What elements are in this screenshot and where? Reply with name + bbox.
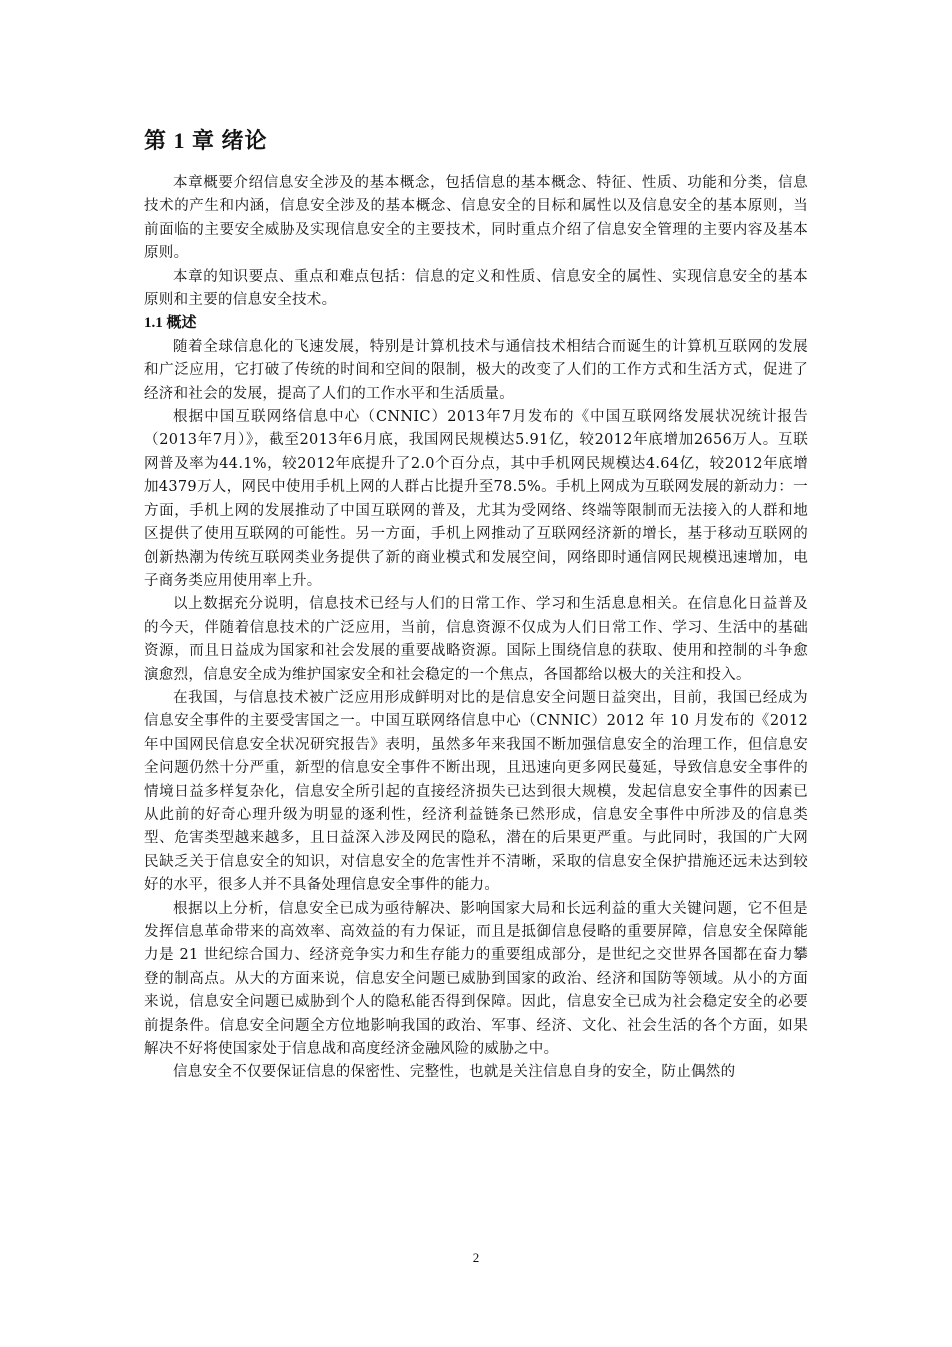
section-title: 1.1 概述 xyxy=(144,315,197,332)
body-paragraph: 根据以上分析，信息安全已成为亟待解决、影响国家大局和长远利益的重大关键问题，它不但是发挥信息革命带来的高效率、高效益的有力保证，而且是抵御信息侵略的重要屏障，信息安全保障能力是 21 世纪综合国力、经济竞争实力和生存能力的重要组成部分，是世纪之交世界各国都在奋力攀登的制高点。从大的方面来说，信息安全问题已威胁到国家的政治、经济和国防等领域。从小的方面来说，信息安全问题已威胁到个人的隐私能否得到保障。因此，信息安全已成为社会稳定安全的必要前提条件。信息安全问题全方位地影响我国的政治、军事、经济、文化、社会生活的各个方面，如果解决不好将使国家处于信息战和高度经济金融风险的威胁之中。 xyxy=(144,900,808,1058)
page-number: 2 xyxy=(472,1250,480,1265)
body-paragraph: 信息安全不仅要保证信息的保密性、完整性，也就是关注信息自身的安全，防止偶然的 xyxy=(173,1064,736,1081)
body-paragraph: 随着全球信息化的飞速发展，特别是计算机技术与通信技术相结合而诞生的计算机互联网的发展和广泛应用，它打破了传统的时间和空间的限制，极大的改变了人们的工作方式和生活方式，促进了经济和社会的发展，提高了人们的工作水平和生活质量。 xyxy=(144,338,808,402)
intro-paragraph: 本章的知识要点、重点和难点包括：信息的定义和性质、信息安全的属性、实现信息安全的基本原则和主要的信息安全技术。 xyxy=(144,268,808,309)
chapter-title: 第 1 章 绪论 xyxy=(144,128,268,153)
body-paragraph: 根据中国互联网络信息中心（CNNIC）2013年7月发布的《中国互联网络发展状况统计报告（2013年7月）》，截至2013年6月底，我国网民规模达5.91亿，较2012年底增加2656万人。互联网普及率为44.1%，较2012年底提升了2.0个百分点，其中手机网民规模达4.64亿，较2012年底增加4379万人，网民中使用手机上网的人群占比提升至78.5%。手机上网成为互联网发展的新动力：一方面，手机上网的发展推动了中国互联网的普及，尤其为受网络、终端等限制而无法接入的人群和地区提供了使用互联网的可能性。另一方面，手机上网推动了互联网经济新的增长，基于移动互联网的创新热潮为传统互联网类业务提供了新的商业模式和发展空间，网络即时通信网民规模迅速增加，电子商务类应用使用率上升。 xyxy=(144,409,808,589)
body-paragraph: 在我国，与信息技术被广泛应用形成鲜明对比的是信息安全问题日益突出，目前，我国已经成为信息安全事件的主要受害国之一。中国互联网络信息中心（CNNIC）2012 年 10 月发布的《2012 年中国网民信息安全状况研究报告》表明，虽然多年来我国不断加强信息安全的治理工作，但信息安全问题仍然十分严重，新型的信息安全事件不断出现，且迅速向更多网民蔓延，导致信息安全事件的情境日益多样复杂化，信息安全所引起的直接经济损失已达到很大规模，发起信息安全事件的因素已从此前的好奇心理升级为明显的逐利性，经济利益链条已然形成，信息安全事件中所涉及的信息类型、危害类型越来越多，且日益深入涉及网民的隐私，潜在的后果更严重。与此同时，我国的广大网民缺乏关于信息安全的知识，对信息安全的危害性并不清晰，采取的信息安全保护措施还远未达到较好的水平，很多人并不具备处理信息安全事件的能力。 xyxy=(144,689,808,894)
body-paragraph: 以上数据充分说明，信息技术已经与人们的日常工作、学习和生活息息相关。在信息化日益普及的今天，伴随着信息技术的广泛应用，当前，信息资源不仅成为人们日常工作、学习、生活中的基础资源，而且日益成为国家和社会发展的重要战略资源。国际上围绕信息的获取、使用和控制的斗争愈演愈烈，信息安全成为维护国家安全和社会稳定的一个焦点，各国都给以极大的关注和投入。 xyxy=(144,596,808,683)
document-page xyxy=(144,126,808,1085)
intro-paragraph: 本章概要介绍信息安全涉及的基本概念，包括信息的基本概念、特征、性质、功能和分类，信息技术的产生和内涵，信息安全涉及的基本概念、信息安全的目标和属性以及信息安全的基本原则，当前面临的主要安全威胁及实现信息安全的主要技术，同时重点介绍了信息安全管理的主要内容及基本原则。 xyxy=(144,175,808,262)
